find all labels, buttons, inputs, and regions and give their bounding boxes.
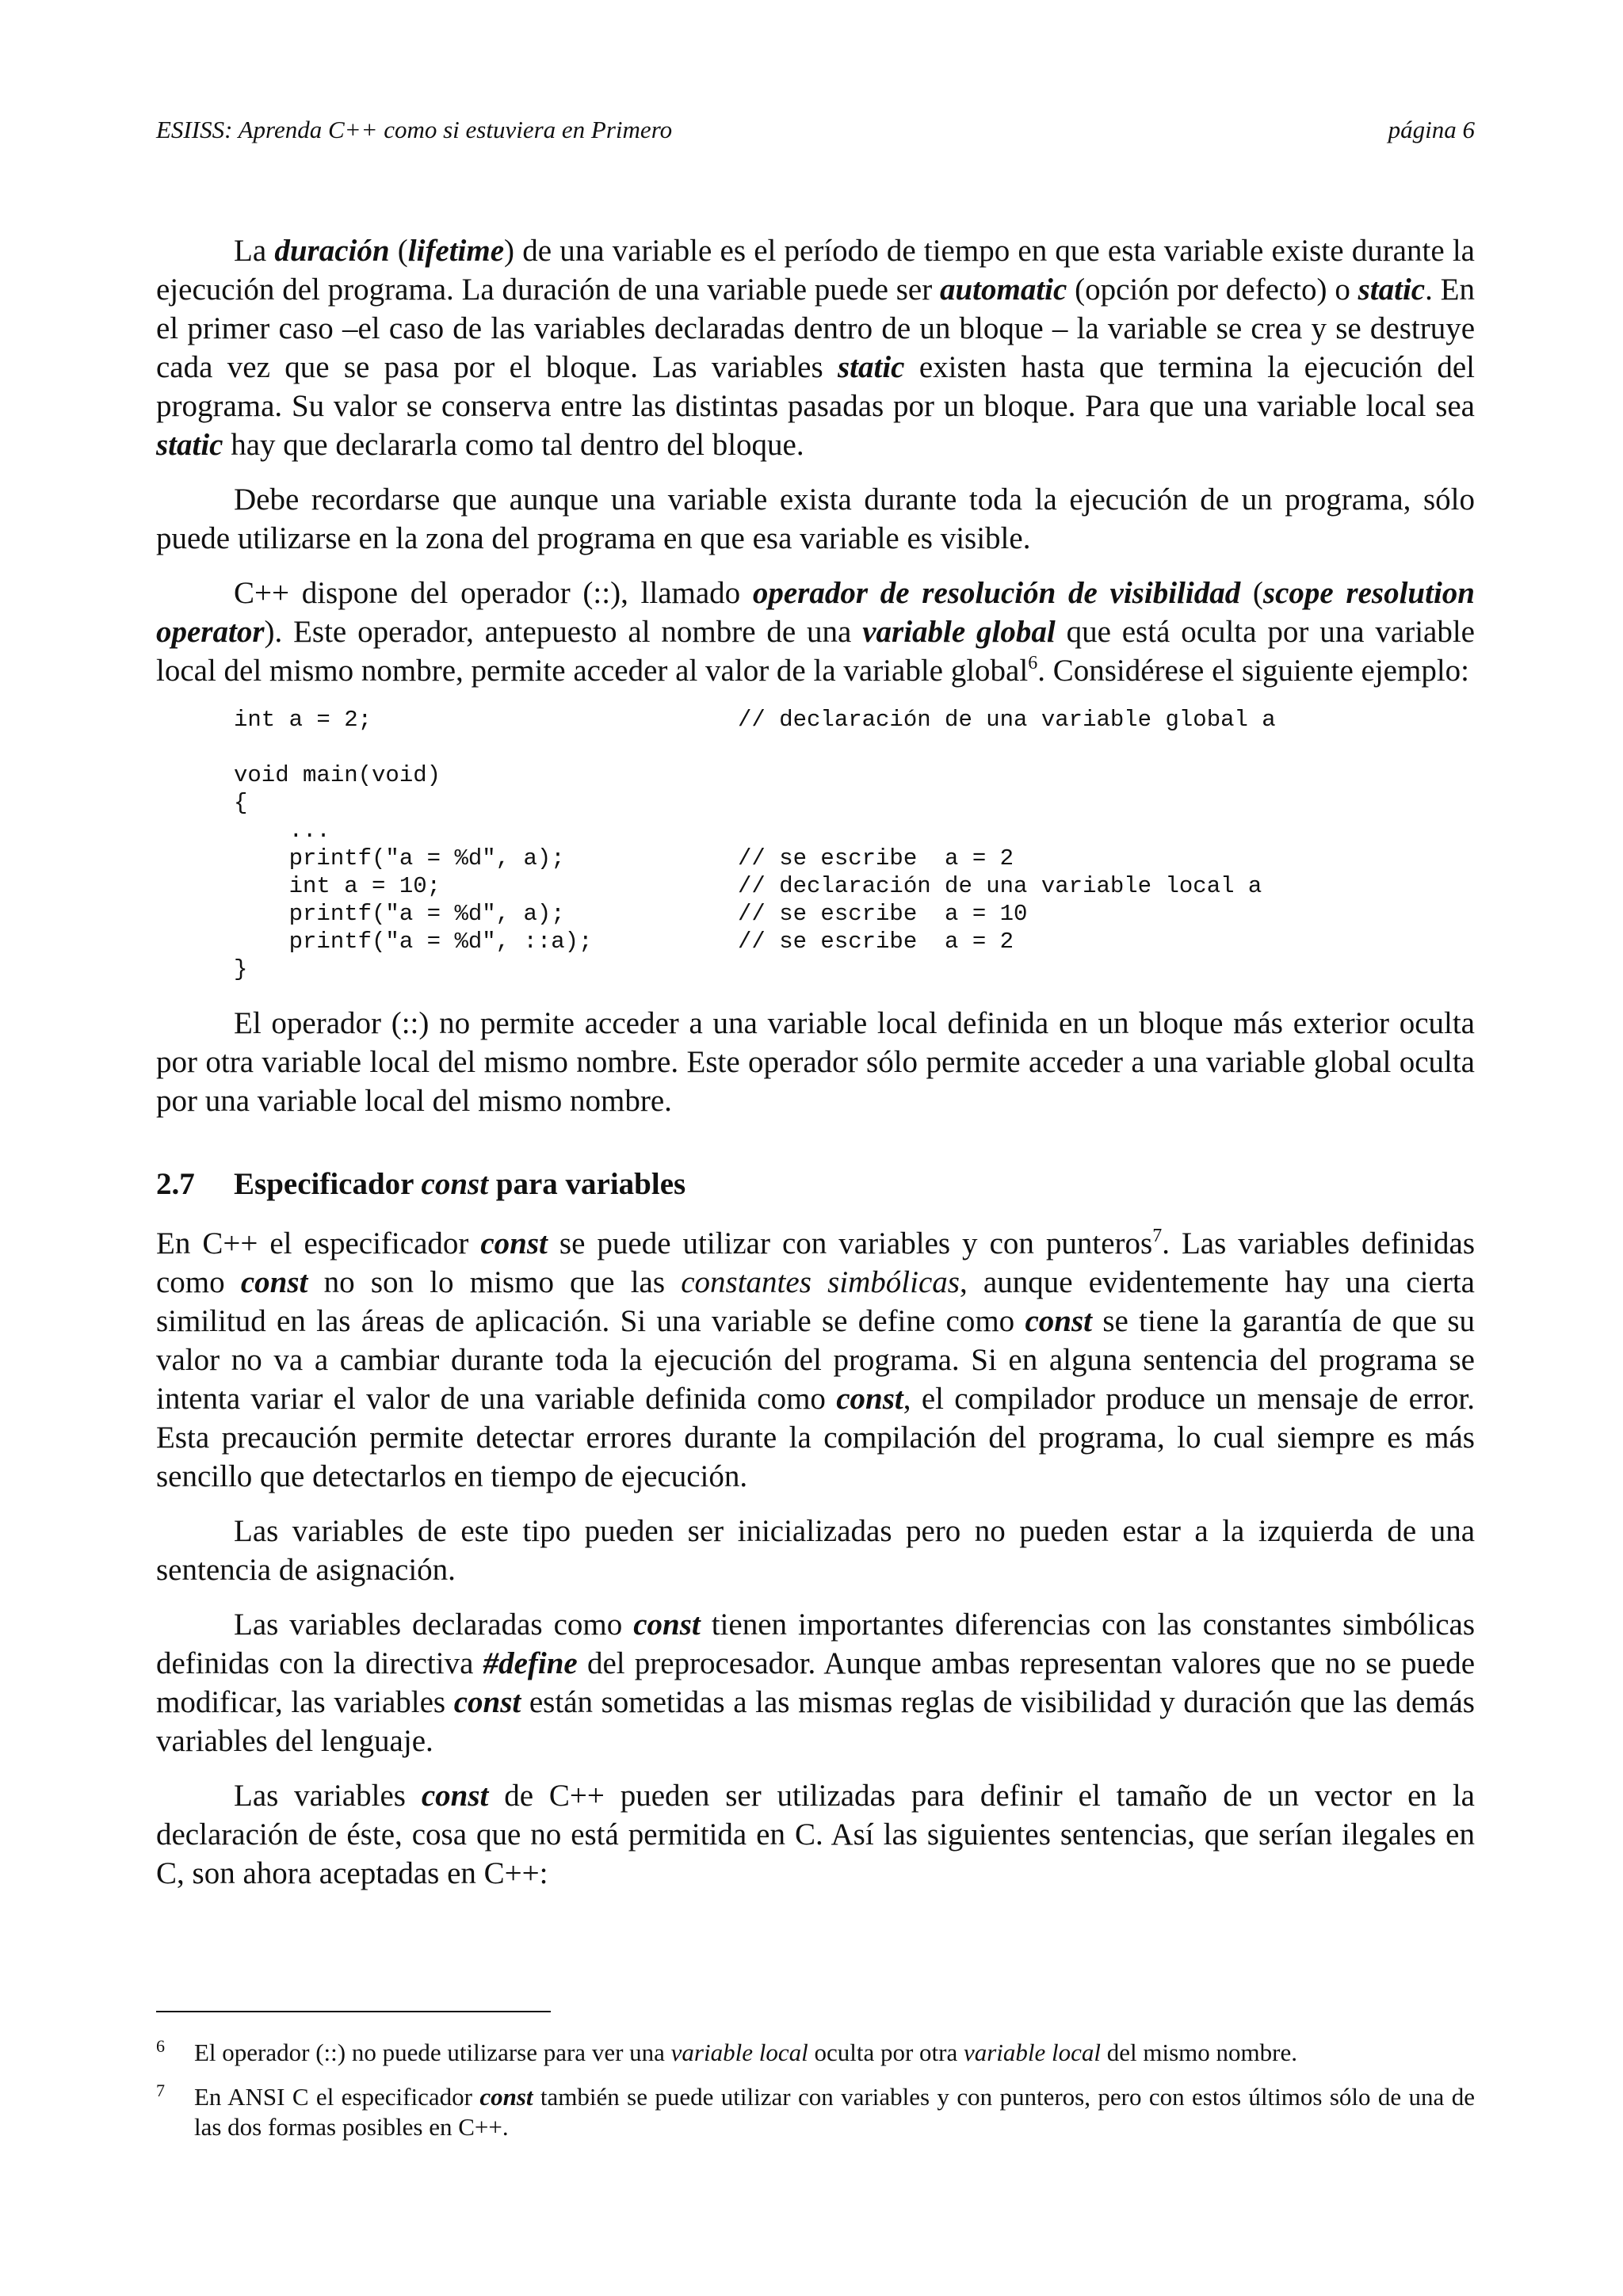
code-text: void main(void) — [234, 762, 441, 788]
code-line — [234, 761, 1475, 789]
text: de C++ pueden ser utilizadas para definir el tamaño de un vector en la declaración de éste, cosa que no está permitida en C. Así las siguientes sentencias, que serían ilegales en C, son ahora aceptadas en C++: — [156, 1779, 1475, 1890]
code-text: ... — [234, 818, 330, 844]
text: del mismo nombre. — [1101, 2039, 1297, 2066]
section-number: 2.7 — [156, 1167, 195, 1201]
text: Especificador — [234, 1167, 422, 1201]
text: (opción por defecto) o — [1067, 273, 1358, 307]
code-blank-line — [234, 734, 1475, 761]
paragraph-operator-limit: El operador (::) no permite acceder a una variable local definida en un bloque más exterior oculta por otra variable local del mismo nombre. Este operador sólo permite acceder a una variable global oculta por una variable local del mismo nombre. — [156, 1006, 1475, 1118]
text: Las variables — [234, 1779, 422, 1813]
term-constantes-simbolicas: constantes simbólicas — [681, 1265, 960, 1299]
section-title — [234, 1165, 685, 1203]
paragraph-const-arrays — [156, 1776, 1475, 1893]
text: El operador (::) no puede utilizarse para ver una — [194, 2039, 671, 2066]
text: . Considérese el siguiente ejemplo: — [1037, 654, 1469, 688]
text: existen hasta que termina la ejecución del programa. Su valor se conserva entre las distintas pasadas por un bloque. Para que una variable local sea — [156, 350, 1475, 423]
page-number: página 6 — [1388, 116, 1475, 143]
text: . En el primer caso –el caso de las variables declaradas dentro de un bloque – la variable se crea y se destruye cada vez que se pasa por el bloque. Las variables — [156, 273, 1475, 384]
code-comment: // se escribe a = 10 — [738, 901, 1028, 927]
paragraph-lifetime — [156, 231, 1475, 464]
code-comment: // se escribe a = 2 — [738, 845, 1014, 871]
text: ). Este operador, antepuesto al nombre de una — [264, 615, 863, 649]
text: Las variables declaradas como — [234, 1608, 634, 1642]
text: . Las variables definidas como — [156, 1226, 1476, 1299]
code-example — [234, 706, 1475, 983]
term-const: const — [453, 1685, 521, 1719]
text: ) de una variable es el período de tiempo en que esta variable existe durante la ejecución del programa. La duración de una variable puede ser — [156, 234, 1475, 307]
footnote-separator — [156, 2011, 551, 2012]
term-const: const — [836, 1382, 903, 1416]
code-text: int a = 10; — [234, 873, 441, 899]
text: En ANSI C el especificador — [194, 2083, 480, 2111]
body-text — [156, 231, 1475, 1909]
code-line — [234, 928, 1475, 955]
text: hay que declararla como tal dentro del bloque. — [223, 428, 804, 462]
term-duracion: duración — [274, 234, 390, 268]
term-const: const — [633, 1608, 701, 1642]
footnote-ref-6[interactable]: 6 — [1028, 653, 1038, 673]
code-line — [234, 900, 1475, 928]
term-const: const — [240, 1265, 308, 1299]
text: se tiene la garantía de que su valor no va a cambiar durante toda la ejecución del programa. Si en alguna sentencia del programa se intenta variar el valor de una variable definida como — [156, 1304, 1475, 1416]
text: La — [234, 234, 275, 268]
term-const: const — [421, 1167, 489, 1201]
term-variable-local: variable local — [670, 2039, 808, 2066]
code-comment: // se escribe a = 2 — [738, 929, 1014, 955]
code-text: printf("a = %d", a); — [234, 901, 565, 927]
code-text: int a = 2; — [234, 707, 372, 733]
paragraph-const-vs-define — [156, 1605, 1475, 1760]
text: no son lo mismo que las — [307, 1265, 682, 1299]
text: también se puede utilizar con variables y con punteros, pero con estos últimos sólo de una de las dos formas posibles en C++. — [194, 2083, 1475, 2141]
footnote-mark: 7 — [156, 2081, 165, 2100]
term-static: static — [156, 428, 223, 462]
code-text: printf("a = %d", ::a); — [234, 929, 593, 955]
term-const: const — [1025, 1304, 1092, 1338]
text: del preprocesador. Aunque ambas representan valores que no se puede modificar, las variables — [156, 1646, 1476, 1719]
term-scope-resolution: scope resolution operator — [156, 576, 1475, 649]
term-const: const — [421, 1779, 489, 1813]
code-text: { — [234, 790, 248, 816]
footnote-7 — [156, 2082, 1475, 2142]
term-static: static — [1358, 273, 1426, 307]
paragraph-const-init: Las variables de este tipo pueden ser inicializadas pero no pueden estar a la izquierda de una sentencia de asignación. — [156, 1514, 1475, 1587]
code-line — [234, 706, 1475, 734]
code-line — [234, 845, 1475, 872]
paragraph-visibility: Debe recordarse que aunque una variable exista durante toda la ejecución de un programa, sólo puede utilizarse en la zona del programa en que esa variable es visible. — [156, 482, 1475, 555]
term-define: #define — [483, 1646, 578, 1680]
text: que está oculta por una variable local del mismo nombre, permite acceder al valor de la variable global — [156, 615, 1475, 688]
code-text: } — [234, 956, 248, 982]
text: tienen importantes diferencias con las constantes simbólicas definidas con la directiva — [156, 1608, 1476, 1680]
code-comment: // declaración de una variable global a — [738, 707, 1276, 733]
section-heading — [156, 1165, 1475, 1203]
header-title: ESIISS: Aprenda C++ como si estuviera en Primero — [156, 116, 673, 143]
code-line — [234, 872, 1475, 900]
term-static: static — [838, 350, 905, 384]
text: para variables — [488, 1167, 686, 1201]
footnote-text — [194, 2082, 1475, 2142]
term-automatic: automatic — [939, 273, 1067, 307]
paragraph-const-intro — [156, 1224, 1475, 1496]
term-operador-resolucion: operador de resolución de visibilidad — [752, 576, 1241, 610]
text: , el compilador produce un mensaje de error. Esta precaución permite detectar errores durante la compilación del programa, lo cual siempre es más sencillo que detectarlos en tiempo de ejecución. — [156, 1382, 1476, 1493]
text: oculta por otra — [808, 2039, 964, 2066]
text: ( — [1240, 576, 1263, 610]
footnote-ref-7[interactable]: 7 — [1152, 1226, 1163, 1246]
code-comment: // declaración de una variable local a — [738, 873, 1262, 899]
code-line — [234, 789, 1475, 817]
term-lifetime: lifetime — [407, 234, 505, 268]
text: , aunque evidentemente hay una cierta similitud en las áreas de aplicación. Si una variable se define como — [156, 1265, 1475, 1338]
term-variable-local: variable local — [963, 2039, 1102, 2066]
code-line — [234, 955, 1475, 983]
term-const: const — [479, 2083, 533, 2111]
paragraph-scope-operator — [156, 574, 1475, 690]
term-const: const — [480, 1226, 548, 1261]
code-text: printf("a = %d", a); — [234, 845, 565, 871]
code-line — [234, 817, 1475, 845]
footnote-6 — [156, 2038, 1475, 2068]
running-header — [156, 116, 1475, 144]
footnote-mark: 6 — [156, 2036, 165, 2056]
text: están sometidas a las mismas reglas de visibilidad y duración que las demás variables del lenguaje. — [156, 1685, 1475, 1758]
text: En C++ el especificador — [156, 1226, 481, 1261]
text: se puede utilizar con variables y con punteros — [547, 1226, 1153, 1261]
text: C++ dispone del operador (::), llamado — [234, 576, 753, 610]
term-variable-global: variable global — [862, 615, 1056, 649]
text: ( — [389, 234, 408, 268]
footnote-text — [194, 2038, 1475, 2068]
